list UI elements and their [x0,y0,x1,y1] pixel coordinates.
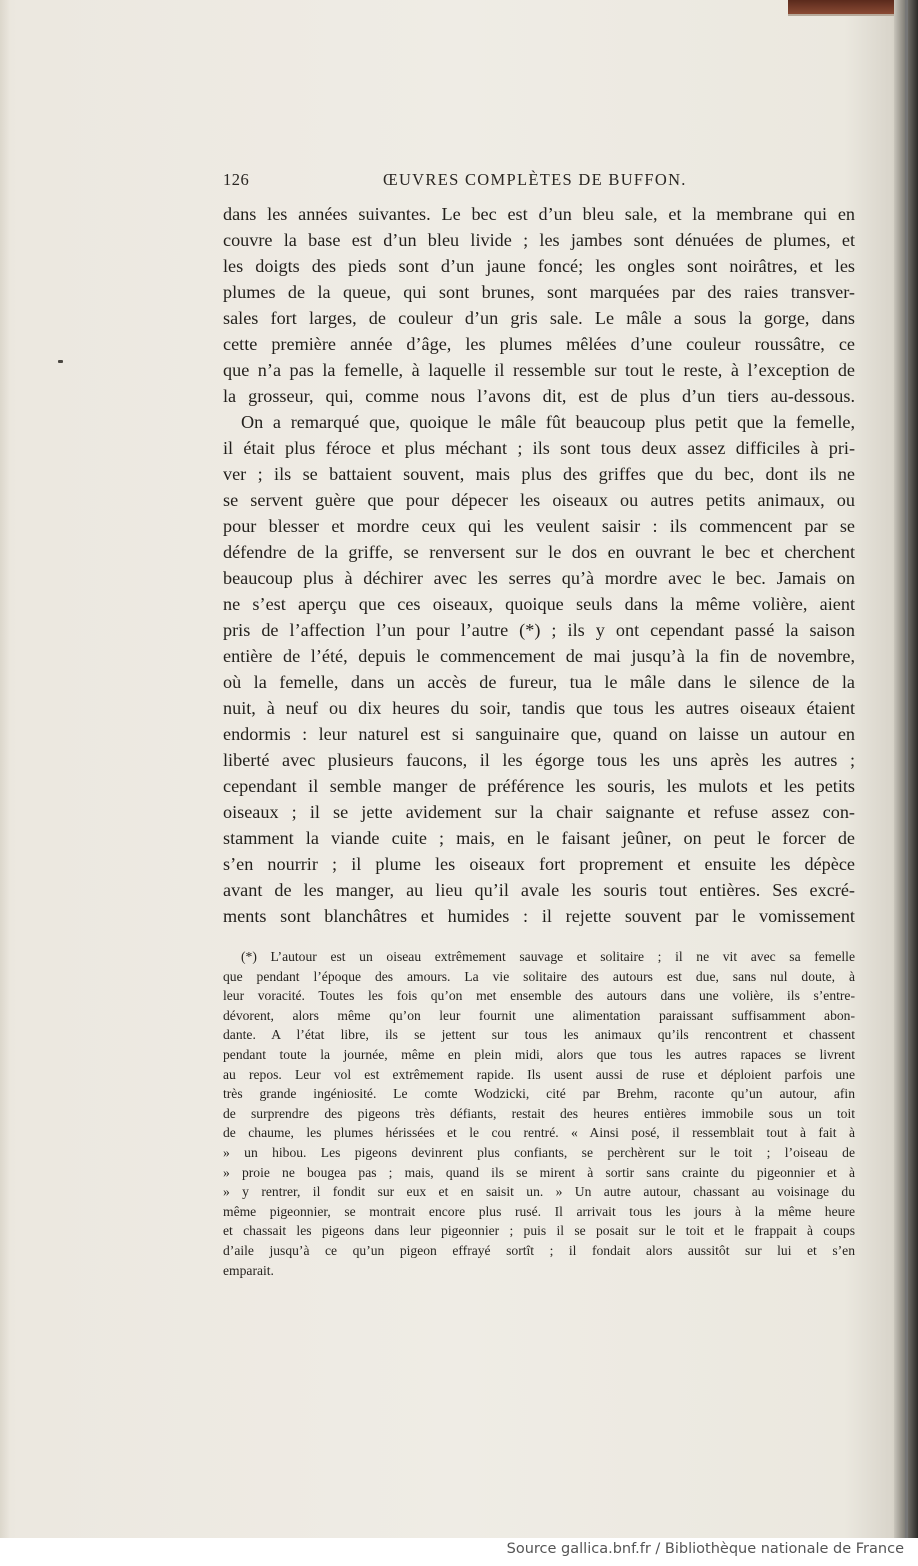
text-line: que n’a pas la femelle, à laquelle il ressemble sur tout le reste, à l’exception de [223,360,855,380]
book-spine-edge [894,0,918,1538]
text-line: liberté avec plusieurs faucons, il les égorge tous les uns après les autres ; [223,750,855,770]
footnote-line: de chaume, les plumes hérissées et le cou rentré. « Ainsi posé, il ressemblait tout à fait à [223,1125,855,1141]
footnote-line: très grande ingéniosité. Le comte Wodzicki, cité par Brehm, raconte qu’un autour, afin [223,1086,855,1102]
text-line: endormis : leur naturel est si sanguinaire que, quand on laisse un autour en [223,724,855,744]
paragraph [223,409,855,929]
text-line: pris de l’affection l’un pour l’autre (*) ; ils y ont cependant passé la saison [223,620,855,640]
footnote-line: » y rentrer, il fondit sur eux et en saisit un. » Un autre autour, chassant au voisinage du [223,1184,855,1200]
footnote-line: leur voracité. Toutes les fois qu’on met ensemble des autours dans une volière, ils s’entre- [223,988,855,1004]
footnote-line: au repos. Leur vol est extrêmement rapide. Ils usent aussi de ruse et déploient parfois une [223,1066,855,1082]
text-line: s’en nourrir ; il plume les oiseaux fort proprement et ensuite les dépèce [223,854,855,874]
text-line: les doigts des pieds sont d’un jaune foncé; les ongles sont noirâtres, et les [223,256,855,276]
text-line: la grosseur, qui, comme nous l’avons dit, est de plus d’un tiers au-dessous. [223,386,855,406]
gutter-shadow [0,0,10,1538]
footnote-line: » un hibou. Les pigeons devinrent plus confiants, se perchèrent sur le toit ; l’oiseau de [223,1144,855,1160]
text-line: dans les années suivantes. Le bec est d’un bleu sale, et la membrane qui en [223,204,855,224]
body-text [223,201,855,929]
page-number: 126 [223,170,250,189]
footnote-line: que pendant l’époque des amours. La vie solitaire des autours est due, sans nul doute, à [223,968,855,984]
text-line: il était plus féroce et plus méchant ; ils sont tous deux assez difficiles à pri- [223,438,855,458]
paragraph-continued [223,201,855,409]
book-title: ŒUVRES COMPLÈTES DE BUFFON. [383,170,687,189]
text-line: ne s’est aperçu que ces oiseaux, quoique seuls dans la même volière, aient [223,594,855,614]
footnote-line: emparait. [223,1262,274,1278]
text-line: pour blesser et mordre ceux qui les veulent saisir : ils commencent par se [223,516,855,536]
stray-ink-mark [58,360,63,363]
spine-line [905,0,908,1538]
footnote [223,947,855,1280]
footnote-line: dévorent, alors même qu’on leur fournit une alimentation paraissant suffisamment abon- [223,1007,855,1023]
footnote-line: pendant toute la journée, même en plein midi, alors que tous les autres rapaces se livrent [223,1046,855,1062]
text-line: cependant il semble manger de préférence les souris, les mulots et les petits [223,776,855,796]
text-line: On a remarqué que, quoique le mâle fût beaucoup plus petit que la femelle, [241,412,855,432]
text-line: nuit, à neuf ou dix heures du soir, tandis que tous les autres oiseaux étaient [223,698,855,718]
footnote-line: de surprendre des pigeons très défiants, restait des heures entières immobile sous un toit [223,1105,855,1121]
text-line: couvre la base est d’un bleu livide ; les jambes sont dénuées de plumes, et [223,230,855,250]
footnote-line: » proie ne bougea pas ; mais, quand ils se mirent à sortir sans crainte du pigeonnier et à [223,1164,855,1180]
text-line: ments sont blanchâtres et humides : il rejette souvent par le vomissement [223,906,855,926]
text-line: sales fort larges, de couleur d’un gris sale. Le mâle a sous la gorge, dans [223,308,855,328]
text-line: cette première année d’âge, les plumes mêlées d’une couleur roussâtre, ce [223,334,855,354]
text-line: oiseaux ; il se jette avidement sur la chair saignante et refuse assez con- [223,802,855,822]
text-line: beaucoup plus à déchirer avec les serres qu’à mordre avec le bec. Jamais on [223,568,855,588]
source-attribution: Source gallica.bnf.fr / Bibliothèque nationale de France [506,1541,904,1557]
text-line: défendre de la griffe, se renversent sur le dos en ouvrant le bec et cherchent [223,542,855,562]
footnote-line: (*) L’autour est un oiseau extrêmement sauvage et solitaire ; il ne vit avec sa femelle [241,949,855,964]
footnote-line: dante. A l’état libre, ils se jettent sur tous les animaux qu’ils rencontrent et chassent [223,1027,855,1043]
text-line: ver ; ils se battaient souvent, mais plus des griffes que du bec, dont ils ne [223,464,855,484]
footnote-line: d’aile jusqu’à ce qu’un pigeon effrayé sortît ; il fondait alors aussitôt sur lui et s’en [223,1242,855,1258]
text-line: entière de l’été, depuis le commencement de mai jusqu’à la fin de novembre, [223,646,855,666]
footnote-line: même pigeonnier, se montrait encore plus rusé. Il arrivait tous les jours à la même heure [223,1203,855,1219]
footnote-line: et chassait les pigeons dans leur pigeonnier ; puis il se posait sur le toit et le frappait à coups [223,1223,855,1239]
text-line: où la femelle, dans un accès de fureur, tua le mâle dans le silence de la [223,672,855,692]
running-head [223,170,855,194]
text-line: avant de les manger, au lieu qu’il avale les souris tout entières. Ses excré- [223,880,855,900]
text-line: plumes de la queue, qui sont brunes, sont marquées par des raies transver- [223,282,855,302]
text-line: se servent guère que pour dépecer les oiseaux ou autres petits animaux, ou [223,490,855,510]
book-cover-edge [788,0,898,16]
text-line: stamment la viande cuite ; mais, en le faisant jeûner, on peut le forcer de [223,828,855,848]
